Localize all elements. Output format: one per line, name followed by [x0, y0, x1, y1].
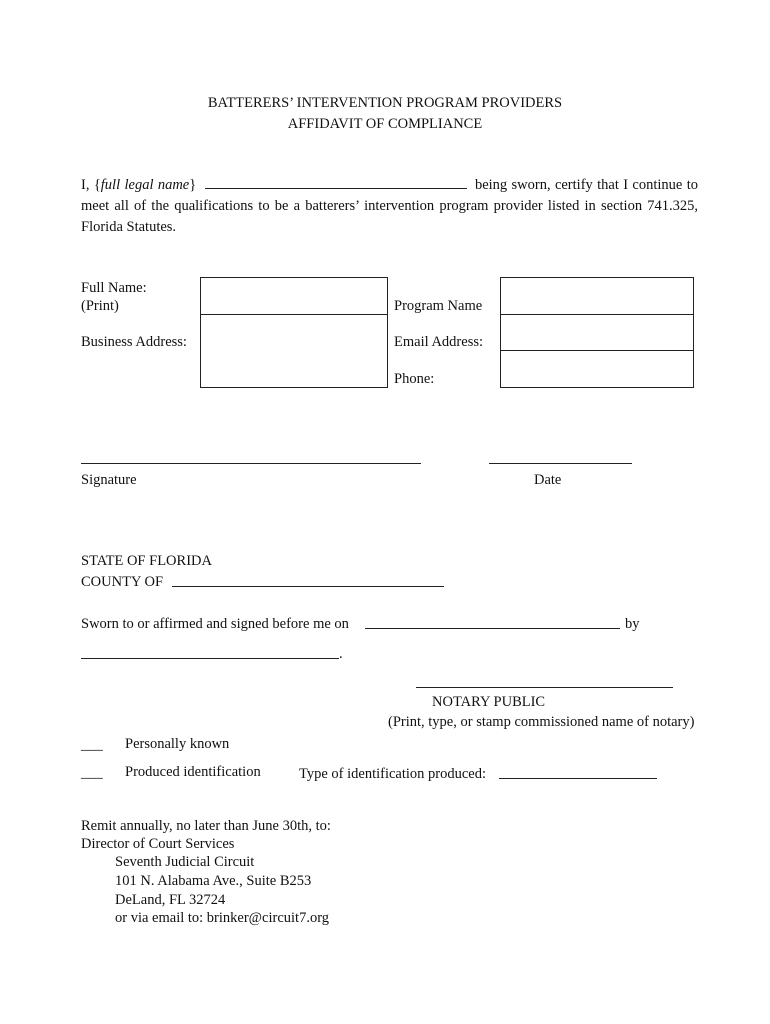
by-text: by: [625, 616, 640, 632]
remit-line1: Remit annually, no later than June 30th, to:: [81, 818, 331, 834]
sworn-text: Sworn to or affirmed and signed before me on: [81, 616, 349, 632]
cert-rest: being sworn, certify that I continue to meet all of the qualifications to be a batterers’ intervention program provider listed in section 741.325, Florida Statutes.: [81, 177, 698, 235]
program-name-input[interactable]: [500, 277, 694, 315]
signature-label: Signature: [81, 472, 137, 488]
remit-line6: or via email to: brinker@circuit7.org: [115, 910, 330, 926]
business-address-label: Business Address:: [81, 334, 187, 350]
remit-line5: DeLand, FL 32724: [115, 892, 226, 908]
form-title-line2: AFFIDAVIT OF COMPLIANCE: [287, 116, 483, 132]
full-name-input[interactable]: [200, 277, 388, 315]
cert-prefix: I, {: [81, 177, 101, 193]
print-label: (Print): [81, 298, 119, 314]
county-label: COUNTY OF: [81, 574, 164, 590]
id-type-line[interactable]: [499, 778, 657, 779]
business-address-input[interactable]: [200, 314, 388, 388]
certification-paragraph: [81, 175, 698, 238]
state-label: STATE OF FLORIDA: [81, 553, 212, 569]
date-label: Date: [534, 472, 562, 488]
county-line[interactable]: [172, 586, 444, 587]
personally-known-blank[interactable]: ___: [81, 737, 103, 753]
remit-line4: 101 N. Alabama Ave., Suite B253: [115, 873, 312, 889]
phone-label: Phone:: [394, 371, 435, 387]
remit-line3: Seventh Judicial Circuit: [115, 854, 255, 870]
remit-line2: Director of Court Services: [81, 836, 235, 852]
cert-name-hint: full legal name: [100, 177, 190, 193]
notary-signature-line[interactable]: [416, 687, 673, 688]
full-name-label: Full Name:: [81, 280, 147, 296]
program-name-label: Program Name: [394, 298, 483, 314]
produced-id-label: Produced identification: [125, 764, 261, 780]
period: .: [339, 646, 343, 662]
email-address-input[interactable]: [500, 314, 694, 351]
sworn-by-line[interactable]: [81, 658, 339, 659]
sworn-date-line[interactable]: [365, 628, 620, 629]
personally-known-label: Personally known: [125, 736, 230, 752]
cert-brace: }: [189, 177, 197, 193]
signature-line[interactable]: [81, 463, 421, 464]
form-title-line1: BATTERERS’ INTERVENTION PROGRAM PROVIDERS: [207, 95, 563, 111]
notary-instruction: (Print, type, or stamp commissioned name of notary): [388, 714, 695, 730]
phone-input[interactable]: [500, 350, 694, 388]
legal-name-field[interactable]: [205, 176, 467, 189]
date-line[interactable]: [489, 463, 632, 464]
id-type-label: Type of identification produced:: [299, 766, 487, 782]
produced-id-blank[interactable]: ___: [81, 765, 103, 781]
notary-public-label: NOTARY PUBLIC: [432, 694, 546, 710]
email-address-label: Email Address:: [394, 334, 484, 350]
